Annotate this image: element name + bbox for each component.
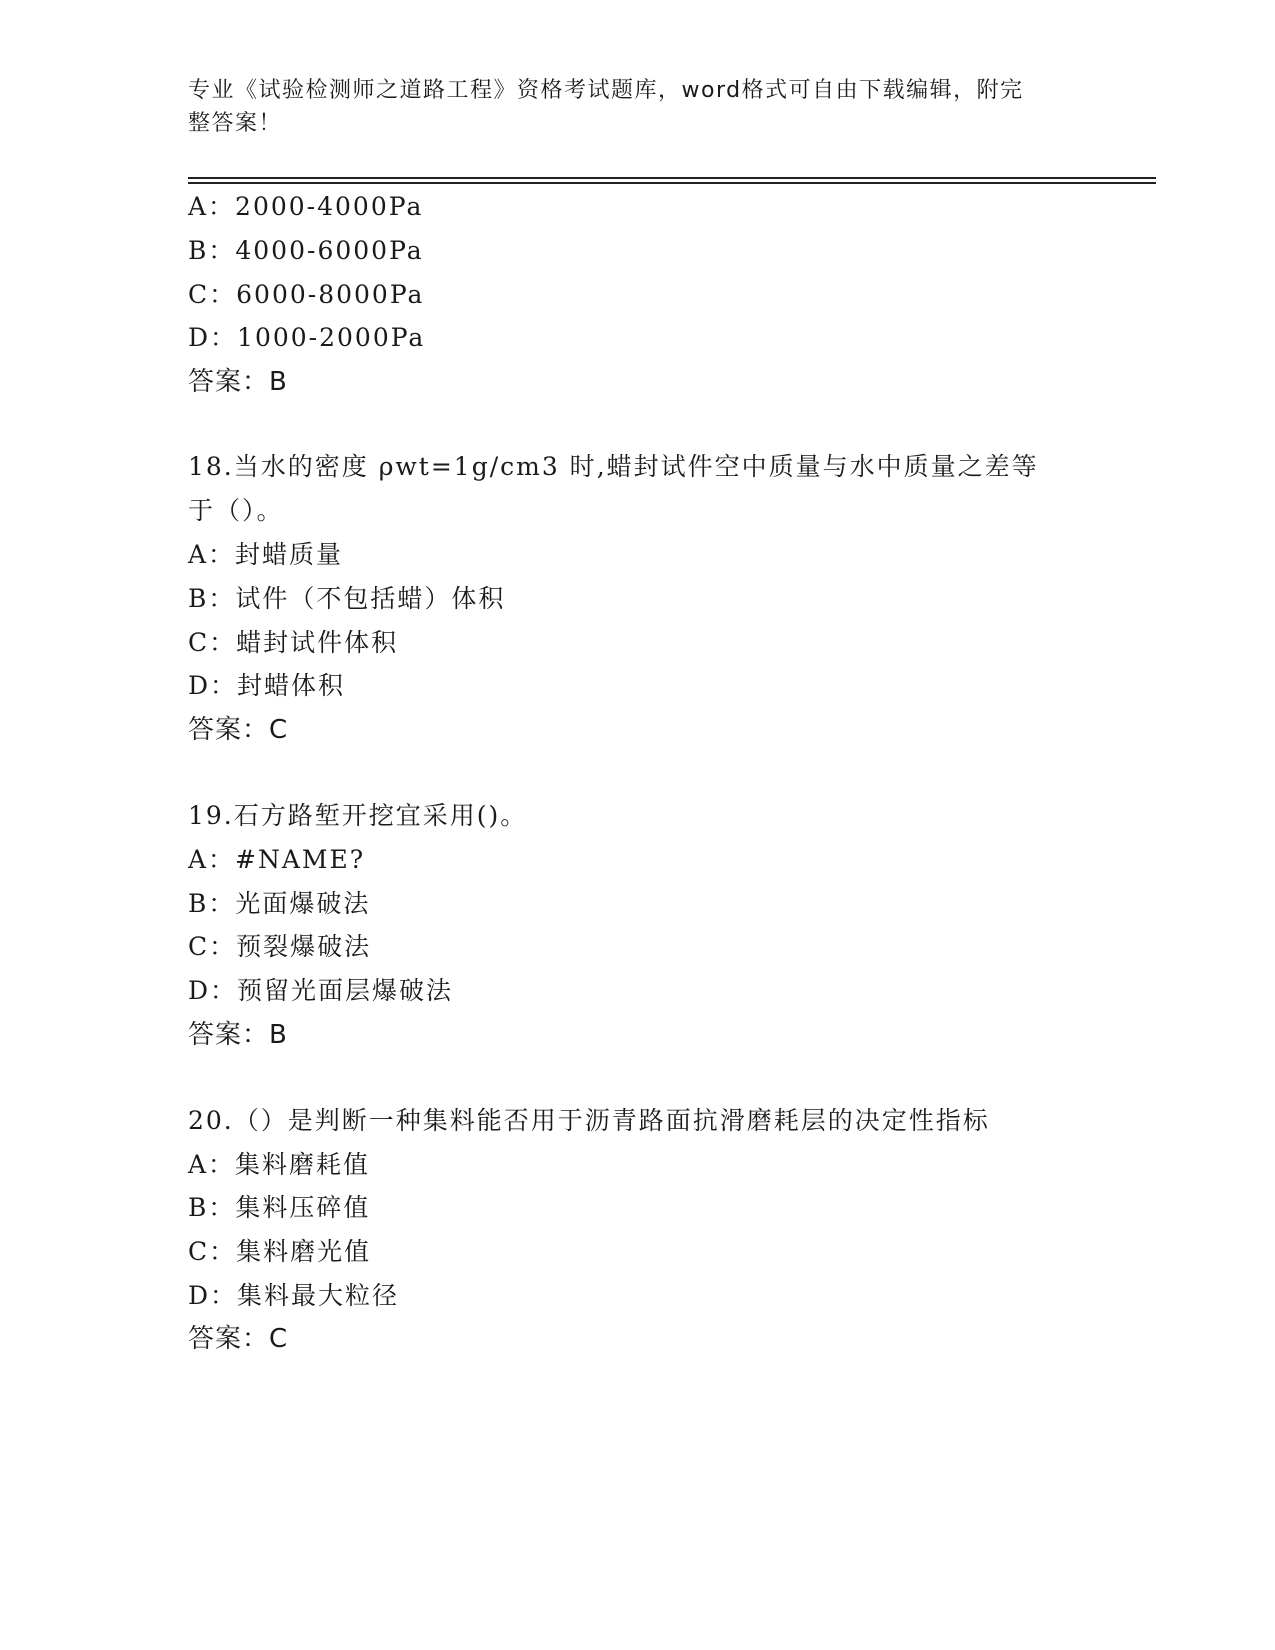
q18-option-a: A：封蜡质量: [188, 540, 344, 569]
q19-option-b: B：光面爆破法: [188, 889, 371, 918]
q18-answer: 答案：C: [188, 715, 289, 745]
header-line-1: 专业《试验检测师之道路工程》资格考试题库，word格式可自由下载编辑，附完: [188, 78, 1024, 103]
q17-option-c: C：6000-8000Pa: [188, 280, 425, 309]
q18-stem-line-1: 18.当水的密度 ρwt=1g/cm3 时,蜡封试件空中质量与水中质量之差等: [188, 452, 1039, 481]
q19-option-c: C：预裂爆破法: [188, 932, 372, 961]
q18-stem-line-2: 于（）。: [188, 496, 284, 525]
q19-stem-line-1: 19.石方路堑开挖宜采用()。: [188, 801, 528, 830]
q20-option-c: C：集料磨光值: [188, 1237, 372, 1266]
header-divider-top: [188, 177, 1156, 179]
q17-answer: 答案：B: [188, 367, 288, 397]
header-divider-bottom: [188, 182, 1156, 184]
q20-option-a: A：集料磨耗值: [188, 1150, 371, 1179]
q20-stem-line-1: 20.（）是判断一种集料能否用于沥青路面抗滑磨耗层的决定性指标: [188, 1106, 990, 1135]
q17-option-b: B：4000-6000Pa: [188, 236, 424, 265]
q19-answer: 答案：B: [188, 1020, 288, 1050]
header-line-2: 整答案！: [188, 111, 283, 136]
q18-option-d: D：封蜡体积: [188, 671, 346, 700]
q19-option-a: A：#NAME?: [188, 845, 366, 874]
q20-option-d: D：集料最大粒径: [188, 1281, 400, 1310]
q18-option-c: C：蜡封试件体积: [188, 628, 399, 657]
q20-answer: 答案：C: [188, 1324, 289, 1354]
document-header: [188, 74, 1068, 140]
q19-option-d: D：预留光面层爆破法: [188, 976, 454, 1005]
q17-option-a: A：2000-4000Pa: [188, 192, 424, 221]
q18-option-b: B：试件（不包括蜡）体积: [188, 584, 506, 613]
q17-option-d: D：1000-2000Pa: [188, 323, 426, 352]
q20-option-b: B：集料压碎值: [188, 1193, 371, 1222]
